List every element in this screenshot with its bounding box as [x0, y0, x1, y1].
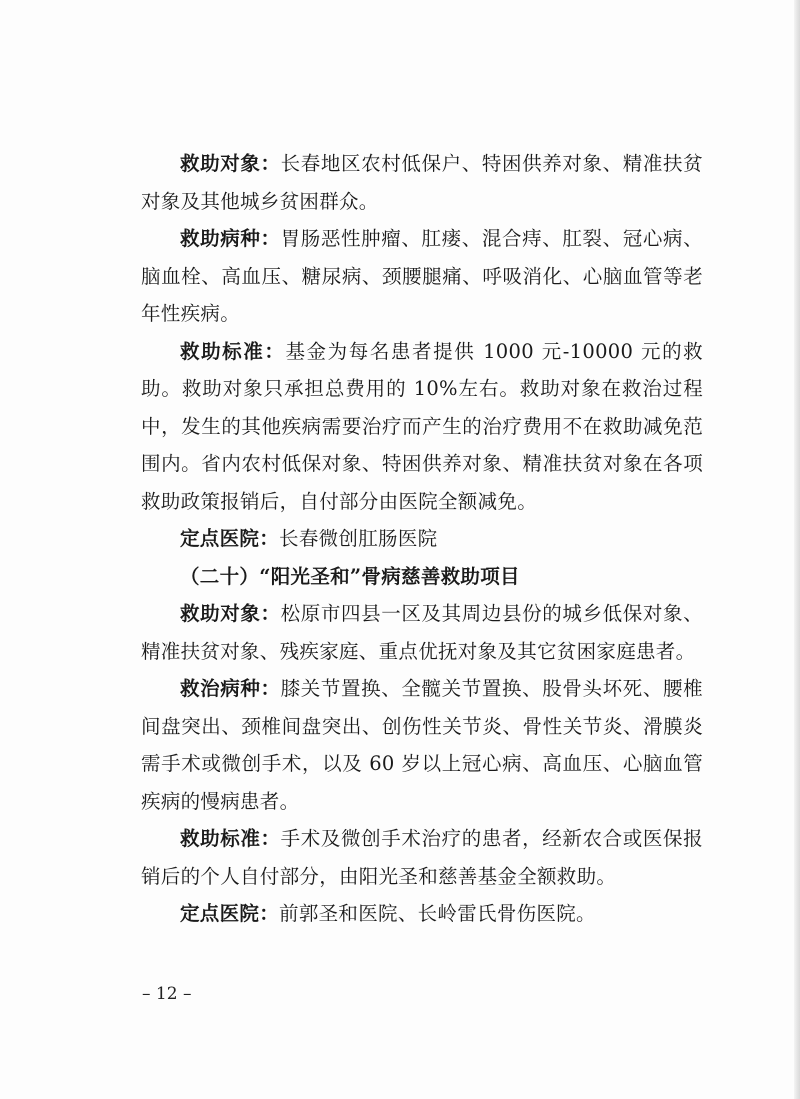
paragraph-text: 前郭圣和医院、长岭雷氏骨伤医院。: [279, 902, 596, 925]
paragraph-label: 定点医院：: [180, 902, 280, 925]
paragraph-text: 手术及微创手术治疗的患者，经新农合或医保报销后的个人自付部分，由阳光圣和慈善基金全额救助。: [141, 827, 703, 888]
paragraph-text: 膝关节置换、全髋关节置换、股骨头坏死、腰椎间盘突出、颈椎间盘突出、创伤性关节炎、骨性关节炎、滑膜炎需手术或微创手术，以及 60 岁以上冠心病、高血压、心脑血管疾病的慢病患者。: [141, 677, 703, 813]
paragraph-label: 救助对象：: [180, 602, 281, 625]
page-number: – 12 –: [142, 984, 192, 1004]
paragraph-aid-recipients-2: [141, 595, 703, 670]
paragraph-label: 救治病种：: [180, 677, 281, 700]
paragraph-text: 松原市四县一区及其周边县份的城乡低保对象、精准扶贫对象、残疾家庭、重点优抚对象及其它贫困家庭患者。: [141, 602, 703, 663]
document-body: [141, 145, 703, 933]
paragraph-aid-diseases: [141, 220, 703, 333]
paragraph-treatment-diseases: [141, 670, 703, 820]
paragraph-aid-standard-2: [141, 820, 703, 895]
paragraph-text: 长春地区农村低保户、特困供养对象、精准扶贫对象及其他城乡贫困群众。: [141, 152, 703, 213]
section-heading: （二十）“阳光圣和”骨病慈善救助项目: [180, 564, 520, 588]
paragraph-designated-hospital-2: [141, 895, 703, 933]
paragraph-designated-hospital: [141, 520, 703, 558]
paragraph-text: 长春微创肛肠医院: [279, 527, 438, 550]
paragraph-aid-standard: [141, 333, 703, 521]
paragraph-label: 救助标准：: [180, 827, 281, 850]
paragraph-label: 定点医院：: [180, 527, 280, 550]
paragraph-label: 救助病种：: [180, 227, 281, 250]
paragraph-aid-recipients: [141, 145, 703, 220]
paragraph-label: 救助标准：: [180, 339, 286, 363]
page-edge-shadow: [794, 0, 800, 1099]
paragraph-text: 基金为每名患者提供 1000 元-10000 元的救助。救助对象只承担总费用的 10%左右。救助对象在救治过程中，发生的其他疾病需要治疗而产生的治疗费用不在救助减免范围内。省内农村低保对象、特困供养对象、精准扶贫对象在各项救助政策报销后，自付部分由医院全额减免。: [141, 339, 703, 513]
paragraph-text: 胃肠恶性肿瘤、肛瘘、混合痔、肛裂、冠心病、脑血栓、高血压、糖尿病、颈腰腿痛、呼吸消化、心脑血管等老年性疾病。: [141, 227, 703, 325]
paragraph-label: 救助对象：: [180, 152, 281, 175]
